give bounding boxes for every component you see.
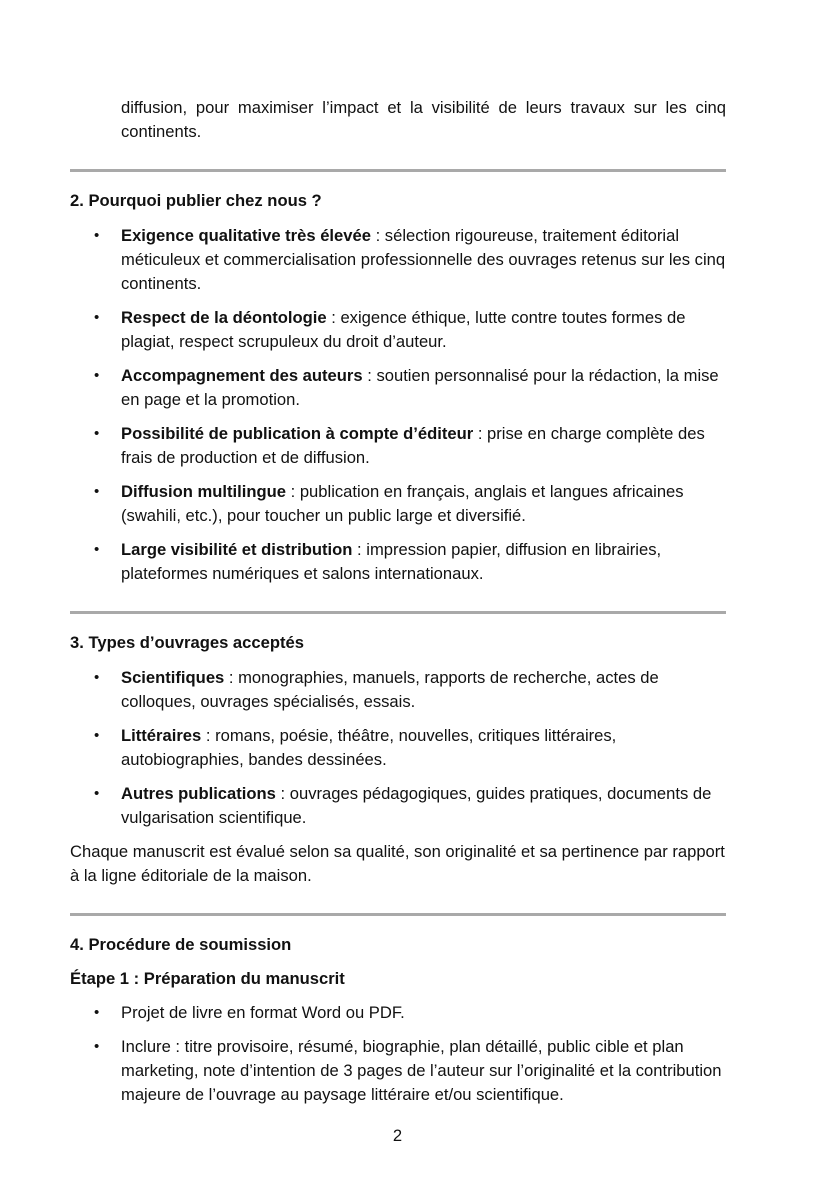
list-item [70,538,726,586]
list-item-text: : soutien personnalisé pour la rédaction, la mise en page et la promotion. [121,366,719,409]
section-3-title: 3. Types d’ouvrages acceptés [70,633,304,652]
list-item-term: Diffusion multilingue [121,482,286,501]
step-1-title: Étape 1 : Préparation du manuscrit [70,969,345,988]
list-item-text: : exigence éthique, lutte contre toutes formes de plagiat, respect scrupuleux du droit d’auteur. [121,308,686,351]
section-divider [70,169,726,172]
intro-continuation: diffusion, pour maximiser l’impact et la visibilité de leurs travaux sur les cinq continents. [121,98,726,141]
list-item-text: : romans, poésie, théâtre, nouvelles, critiques littéraires, autobiographies, bandes dessinées. [121,726,617,769]
list-item [70,306,726,354]
list-item-text: : monographies, manuels, rapports de recherche, actes de colloques, ouvrages spécialisés, essais. [121,668,659,711]
list-item-term: Large visibilité et distribution [121,540,353,559]
section-2-title: 2. Pourquoi publier chez nous ? [70,191,322,210]
list-item [70,666,726,714]
list-item-text: : impression papier, diffusion en librairies, plateformes numériques et salons internationaux. [121,540,662,583]
list-item-text: : sélection rigoureuse, traitement éditorial méticuleux et commercialisation professionnelle des ouvrages retenus sur les cinq continents. [121,226,726,293]
list-item [70,782,726,830]
list-item-term: Respect de la déontologie [121,308,327,327]
section-2-list [70,224,726,586]
page-number: 2 [392,1126,403,1145]
list-item-term: Scientifiques [121,668,225,687]
section-4-title: 4. Procédure de soumission [70,935,292,954]
list-item: • Projet de livre en format Word ou PDF. [70,1001,726,1025]
list-item [70,224,726,296]
list-item: • Inclure : titre provisoire, résumé, biographie, plan détaillé, public cible et plan marketing, note d’intention de 3 pages de l’auteur sur l’originalité et la contribution majeure de l’ouvrage au paysage littéraire et/ou scientifique. [70,1035,726,1107]
list-item-text: : publication en français, anglais et langues africaines (swahili, etc.), pour toucher un public large et diversifié. [121,482,684,525]
section-3-list [70,666,726,830]
list-item [70,364,726,412]
section-3-closing: Chaque manuscrit est évalué selon sa qualité, son originalité et sa pertinence par rapport à la ligne éditoriale de la maison. [70,842,725,885]
list-item [70,724,726,772]
step-1-list [70,1001,726,1107]
list-item-term: Autres publications [121,784,276,803]
list-item-text: : prise en charge complète des frais de production et de diffusion. [121,424,705,467]
document-page [70,96,726,1107]
list-item-term: Littéraires [121,726,202,745]
section-divider [70,611,726,614]
list-item-text: : ouvrages pédagogiques, guides pratiques, documents de vulgarisation scientifique. [121,784,712,827]
list-item-term: Accompagnement des auteurs [121,366,363,385]
list-item-term: Exigence qualitative très élevée [121,226,371,245]
list-item [70,422,726,470]
list-item [70,480,726,528]
list-item-term: Possibilité de publication à compte d’éditeur [121,424,474,443]
section-divider [70,913,726,916]
